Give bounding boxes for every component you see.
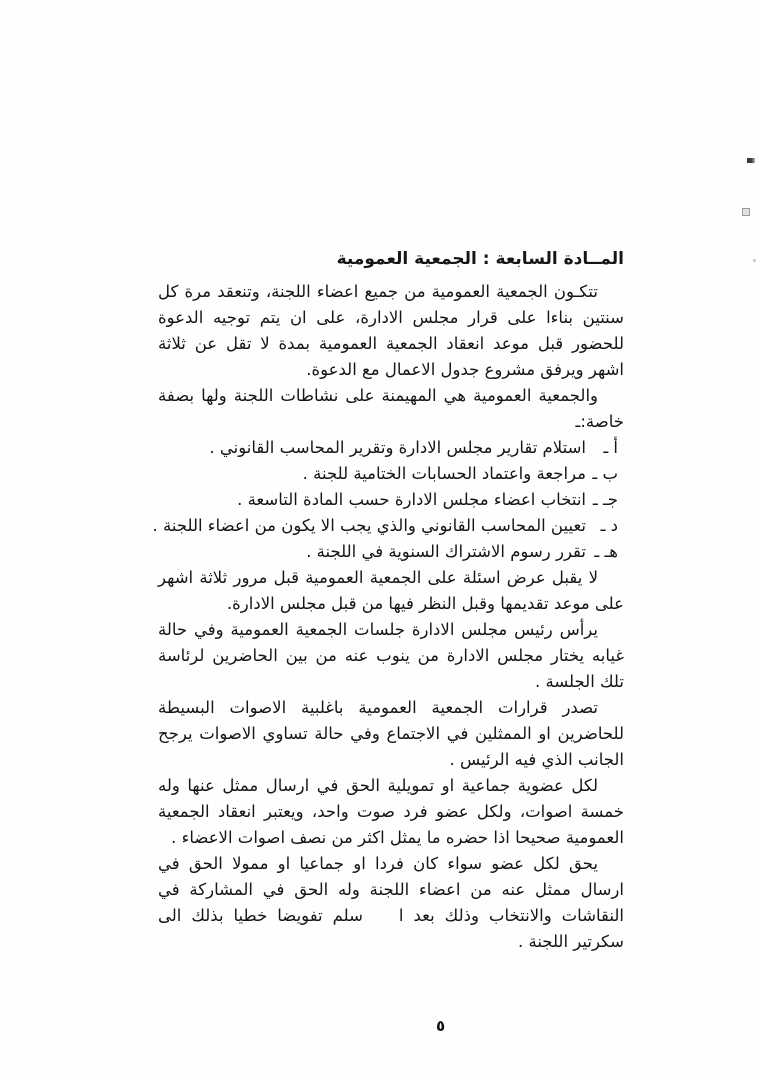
- list-item: [158, 461, 618, 487]
- list-item: [158, 539, 618, 565]
- list-item-text: مراجعة واعتماد الحسابات الختامية للجنة .: [302, 464, 586, 483]
- article-body: [152, 246, 624, 955]
- list-item-marker: ب ـ: [592, 464, 618, 483]
- list-item: [152, 513, 618, 539]
- list-item-text: تقرر رسوم الاشتراك السنوية في اللجنة .: [306, 542, 586, 561]
- paragraph-chairmanship: يرأس رئيس مجلس الادارة جلسات الجمعية العمومية وفي حالة غيابه يختار مجلس الادارة من ينوب عنه من بين الحاضرين لرئاسة تلك الجلسة .: [158, 620, 624, 691]
- list-item-marker: أ ـ: [603, 438, 618, 457]
- paragraph-assembly-formation: تتكـون الجمعية العمومية من جميع اعضاء اللجنة، وتنعقد مرة كل سنتين بناءا على قرار مجلس الادارة، على ان يتم توجيه الدعوة للحضور قبل موعد انعقاد الجمعية العمومية بمدة لا تقل عن ثلاثة اشهر ويرفق مشروع جدول الاعمال مع الدعوة.: [158, 282, 624, 379]
- article-heading: المــادة السابعة : الجمعية العمومية: [336, 249, 624, 269]
- list-item-text: تعيين المحاسب القانوني والذي يجب الا يكون من اعضاء اللجنة .: [152, 516, 586, 535]
- proxy-text-before-gap: يحق لكل عضو سواء كان فردا او جماعيا او ممولا الحق في ارسال ممثل عنه من اعضاء اللجنة وله الحق في المشاركة في النقاشات والانتخاب وذلك بعد ا: [158, 854, 624, 925]
- list-item-marker: جـ ـ: [592, 490, 618, 509]
- paragraph-decisions-majority: تصدر قرارات الجمعية العمومية باغلبية الاصوات البسيطة للحاضرين او الممثلين في الاجتماع وفي حالة تساوي الاصوات يرجح الجانب الذي فيه الرئيس .: [158, 698, 624, 769]
- list-item: [158, 487, 618, 513]
- scan-artifact-mark: [747, 158, 755, 163]
- paragraph-assembly-powers-intro: والجمعية العمومية هي المهيمنة على نشاطات اللجنة ولها بصفة خاصة:ـ: [158, 386, 624, 431]
- list-item-marker: د ـ: [600, 516, 618, 535]
- paragraph-proxy-right: [158, 851, 624, 955]
- list-item-text: انتخاب اعضاء مجلس الادارة حسب المادة التاسعة .: [237, 490, 586, 509]
- paragraph-voting-quorum: لكل عضوية جماعية او تمويلية الحق في ارسال ممثل عنها وله خمسة اصوات، ولكل عضو فرد صوت واحد، ويعتبر انعقاد الجمعية العمومية صحيحا اذا حضره ما يمثل اكثر من نصف اصوات الاعضاء .: [158, 776, 624, 847]
- list-item-text: استلام تقارير مجلس الادارة وتقرير المحاسب القانوني .: [209, 438, 586, 457]
- paragraph-questions-rule: لا يقبل عرض اسئلة على الجمعية العمومية قبل مرور ثلاثة اشهر على موعد تقديمها وقبل النظر فيها من قبل مجلس الادارة.: [158, 568, 624, 613]
- page-number: ٥: [436, 1017, 446, 1035]
- scan-artifact-mark: [742, 208, 750, 216]
- scan-artifact-mark: [753, 259, 756, 262]
- proxy-text-after-gap: سلم تفويضا خطيا بذلك الى سكرتير اللجنة .: [158, 906, 624, 951]
- list-item-marker: هـ ـ: [594, 542, 618, 561]
- duties-list: [152, 435, 624, 565]
- list-item: [158, 435, 618, 461]
